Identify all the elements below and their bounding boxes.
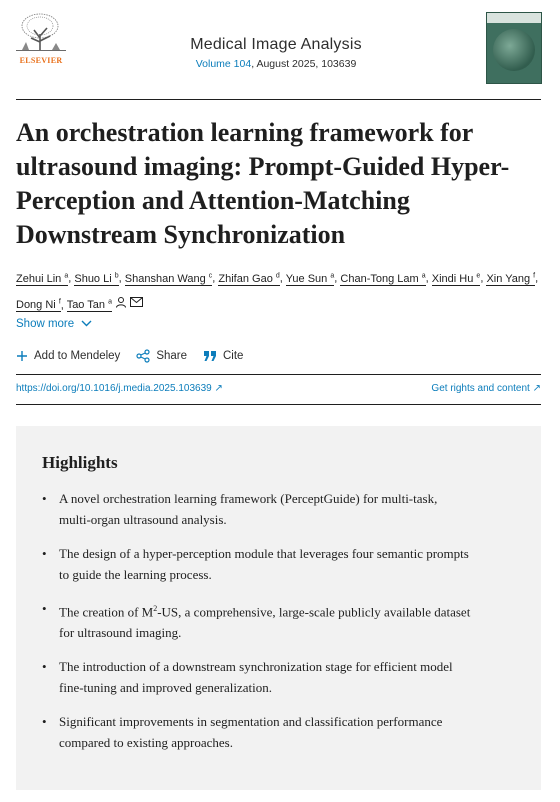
mendeley-label: Add to Mendeley — [34, 350, 121, 362]
author-affiliation: a — [108, 298, 112, 306]
share-label: Share — [156, 350, 187, 362]
author-link[interactable] — [74, 273, 118, 286]
external-link-icon: ↗ — [532, 383, 541, 394]
rights-link[interactable] — [431, 383, 541, 394]
author-link[interactable] — [286, 273, 335, 286]
cover-art — [493, 29, 535, 71]
author-link[interactable] — [67, 299, 112, 312]
chevron-down-icon — [81, 318, 92, 330]
quote-icon — [203, 350, 217, 362]
issue-meta — [116, 58, 436, 70]
show-more-button[interactable] — [16, 318, 92, 330]
author-link[interactable] — [432, 273, 481, 286]
highlight-text: -US, a comprehensive, large-scale publicly — [157, 604, 381, 620]
rights-text: Get rights and content — [431, 383, 530, 394]
author-affiliation: a — [64, 272, 69, 279]
publisher-name: ELSEVIER — [19, 56, 63, 65]
show-more-label: Show more — [16, 318, 75, 331]
elsevier-tree-icon — [16, 12, 66, 56]
highlight-item: • Significant improvements in segmentation and classification performance compared to existing approaches. — [42, 711, 472, 753]
plus-icon — [16, 350, 28, 362]
author-name: Tao Tan — [66, 299, 106, 312]
author-list: Zehui Lin $^a$, Shuo Li $^b$, Shanshan Wang $^c$, Zhifan Gao $^d$, Yue Sun $^a$, Chan-Tong Lam $^a$, Xindi Hu $^e$, Xin Yang $^f$, Dong Ni $^f$, Tao Tan $^a$ — [16, 264, 541, 317]
author-name: Zhifan Gao — [218, 272, 273, 285]
author-affiliation: b — [114, 272, 119, 279]
issue-info: , August 2025, 103639 — [251, 58, 357, 70]
author-affiliation: f — [533, 272, 536, 279]
actions-divider — [16, 374, 541, 375]
doi-link[interactable] — [16, 383, 223, 394]
add-to-mendeley-button[interactable] — [16, 350, 120, 362]
author-link[interactable] — [16, 273, 68, 286]
author-affiliation: a — [330, 272, 335, 279]
person-icon — [115, 294, 127, 317]
highlight-item — [42, 598, 472, 643]
article-title: An orchestration learning framework for ultrasound imaging: Prompt-Guided Hyper-Perception and Attention-Matching Downstream Synchronization — [16, 118, 510, 249]
author-affiliation: a — [421, 272, 426, 279]
author-link[interactable] — [486, 273, 535, 286]
author-link[interactable] — [340, 273, 425, 286]
author-affiliation: e — [476, 272, 481, 279]
highlights-list — [42, 488, 472, 766]
share-icon — [136, 349, 150, 363]
author-name: Shanshan Wang — [124, 272, 206, 285]
journal-title-link[interactable]: Medical Image Analysis — [190, 36, 362, 53]
highlights-box — [16, 426, 541, 790]
author-name: Zehui Lin — [16, 272, 62, 285]
author-link[interactable] — [218, 273, 279, 286]
cover-stripe — [487, 13, 541, 23]
highlight-text: The creation of M — [59, 604, 154, 620]
share-button[interactable] — [136, 349, 187, 363]
author-name: Xin Yang — [486, 272, 531, 285]
mail-icon[interactable] — [130, 294, 143, 317]
author-name: Chan-Tong Lam — [340, 272, 419, 285]
highlight-item: • A novel orchestration learning framework (PerceptGuide) for multi-task, multi-organ ultrasound analysis. — [42, 488, 472, 530]
volume-link[interactable]: Volume 104 — [195, 58, 252, 70]
external-link-icon: ↗ — [214, 383, 223, 394]
highlight-item: • The design of a hyper-perception module that leverages four semantic prompts to guide the learning process. — [42, 543, 472, 585]
doi-text: https://doi.org/10.1016/j.media.2025.103639 — [16, 383, 212, 394]
superscript: 2 — [153, 604, 158, 613]
author-name: Shuo Li — [74, 272, 112, 285]
journal-info — [116, 36, 436, 70]
author-affiliation: c — [208, 272, 213, 279]
doi-divider — [16, 404, 541, 405]
cite-button[interactable] — [203, 350, 243, 362]
author-name: Xindi Hu — [431, 272, 474, 285]
author-affiliation: d — [275, 272, 280, 279]
header-divider — [16, 99, 541, 100]
article-actions — [16, 349, 259, 363]
author-name: Dong Ni — [16, 299, 56, 312]
journal-header — [16, 12, 544, 100]
author-name: Yue Sun — [285, 272, 328, 285]
highlight-text: available dataset for ultrasound imaging. — [59, 604, 471, 641]
cite-label: Cite — [223, 350, 244, 362]
author-link[interactable] — [16, 299, 61, 312]
highlights-title: Highlights — [42, 453, 118, 472]
highlight-item: • The introduction of a downstream synchronization stage for efficient model fine-tuning and improved generalization. — [42, 656, 472, 698]
elsevier-logo[interactable] — [16, 12, 66, 68]
author-affiliation: f — [58, 298, 61, 306]
journal-cover-image[interactable] — [486, 12, 542, 84]
author-link[interactable] — [125, 273, 213, 286]
